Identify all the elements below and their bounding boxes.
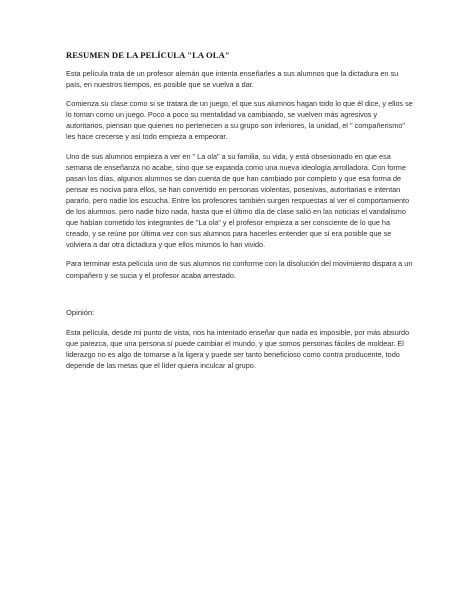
summary-paragraph: Esta película trata de un profesor alemán que intenta enseñarles a sus alumnos que la dictadura en su país, en nuestros tiempos, es posible que se vuelva a dar.	[66, 69, 399, 90]
document-title: RESUMEN DE LA PELÍCULA "LA OLA"	[66, 50, 230, 60]
opinion-paragraph: Esta película, desde mi punto de vista, nos ha intentado enseñar que nada es imposible, por más absurdo que parezca, que una persona sí puede cambiar el mundo, y que somos personas fáciles de moldear. El liderazgo no es algo de tomarse a la ligera y puede ser tanto beneficioso como contra producente, todo depende de las metas que el líder quiera inculcar al grupo.	[66, 327, 410, 370]
summary-paragraph: Comienza su clase como si se tratara de un juego, el que sus alumnos hagan todo lo que él dice, y ellos se lo toman como un juego. Poco a poco su mentalidad va cambiando, se vuelven más agresivos y autoritarios, piensan que quienes no pertenecen a su grupo son inferiores, la unidad, el " compañerismo" les hace crecerse y así todo empieza a empeorar.	[66, 99, 413, 142]
document-body	[66, 50, 414, 379]
summary-paragraph: Para terminar esta película uno de sus alumnos no conforme con la disolución del movimiento dispara a un compañero y se sucia y el profesor acaba arrestado.	[66, 259, 413, 280]
summary-paragraph: Uno de sus alumnos empieza a ver en " La ola" a su familia, su vida, y está obsesionado en que esa semana de enseñanza no acabe, sino que se expanda como una nueva ideología arrolladora. Con forme pasan los días, algunos alumnos se dan cuenta de que han cambiado por completo y que esa forma de pensar es nociva para ellos, se han convertido en personas violentas, posesivas, autoritarias e intentan pararlo, pero nadie los escucha. Entre los profesores también surgen respuestas al ver el comportamiento de los alumnos. pero nadie hizo nada, hasta que el último día de clase salió en las noticias el vandalismo que habían cometido los integrantes de "La ola" y el profesor empieza a ser consciente de lo que ha creado, y se reúne por última vez con sus alumnos para hacerles entender que sí era posible que se volviera a dar otra dictadura y que ellos mismos lo han vivido.	[66, 151, 410, 250]
section-spacer	[66, 289, 414, 308]
opinion-heading: Opinión:	[66, 307, 95, 317]
